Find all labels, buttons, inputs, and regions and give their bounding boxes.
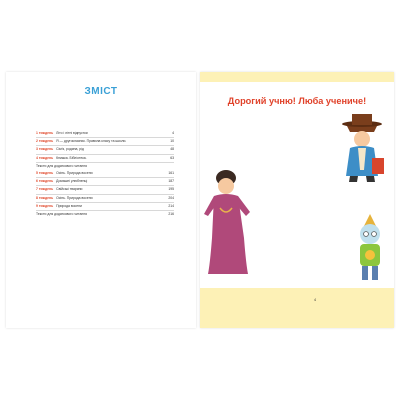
toc-entry [36,170,174,178]
toc-entry-title: Книжка. Бібліотека. [56,155,87,160]
toc-entry-page: 4 [172,131,174,135]
book-spread [0,72,400,328]
toc-entry-title: Тексти для додаткового читання [36,211,87,216]
toc-entry [36,146,174,154]
page-number: 4 [314,298,316,302]
toc-entry-week: 7 тиждень [36,187,54,192]
toc-entry-page: 48 [170,147,174,152]
pani-hramatyka-illustration [202,168,252,278]
pan-chytaiskyi-illustration [332,112,392,184]
page-bottom-band [200,288,394,328]
toc-entry-title: Тексти для додаткового читання [36,163,87,168]
toc-entry-page: 187 [168,179,174,184]
huhlyk-illustration [350,212,390,286]
toc-entry-title: Осінь. Природа восени [56,170,93,175]
toc-entry-week: 1 тиждень [36,131,54,135]
toc-entry-page: 214 [168,203,174,208]
toc-entry-page: 204 [168,195,174,200]
toc-entry-title: Природа восени [56,203,82,208]
toc-entry [36,195,174,203]
toc-entry [36,155,174,163]
toc-page [6,72,196,328]
toc-entry-page: 161 [168,170,174,175]
toc-entry-page: 63 [170,155,174,160]
toc-entry-page: 216 [168,211,174,216]
toc-entry-week: 4 тиждень [36,155,54,160]
toc-entry-title: Сім'я, родина, рід [56,147,84,152]
letter-title: Дорогий учню! Люба учениче! [227,96,367,106]
toc-title: ЗМІСТ [84,86,118,97]
toc-entry [36,211,174,218]
toc-entry-week: 3 тиждень [36,147,54,152]
toc-entry-title: Осінь. Природа восени [56,195,93,200]
toc-entry-week: 6 тиждень [36,179,54,184]
toc-entry-week: 5 тиждень [36,170,54,175]
toc-entry-title: Свійські тварини [56,187,83,192]
intro-page [200,72,394,328]
toc-entry-page: 10 [170,139,174,144]
toc-entry-title: Літо і літні відпустки [56,131,88,135]
toc-entry-page: 195 [168,187,174,192]
toc-entry [36,203,174,211]
toc-entry [36,186,174,194]
toc-entry [36,178,174,186]
toc-entry-title: Я — другокласник. Правила класу та школи. [56,139,127,144]
toc-list [36,130,174,218]
toc-entry [36,163,174,170]
toc-entry-title: Домашні улюбленці [56,179,88,184]
toc-entry [36,130,174,138]
page-top-band [200,72,394,82]
toc-entry-week: 9 тиждень [36,203,54,208]
toc-entry-week: 2 тиждень [36,139,54,144]
toc-entry-week: 8 тиждень [36,195,54,200]
toc-entry [36,138,174,146]
